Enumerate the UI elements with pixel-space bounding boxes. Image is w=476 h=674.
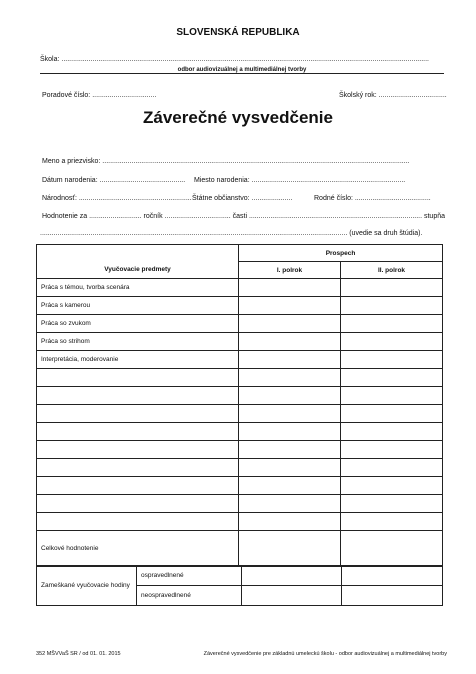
nationality-field: Národnosť: .......................................................... xyxy=(42,195,192,202)
table-row xyxy=(37,297,443,315)
grade-cell[interactable] xyxy=(239,513,341,531)
subject-name xyxy=(37,495,239,513)
table-row xyxy=(37,279,443,297)
grade-cell[interactable] xyxy=(239,477,341,495)
grade-cell[interactable] xyxy=(341,297,443,315)
unexcused-label: neospravedlnené xyxy=(137,586,242,606)
overall-label: Celkové hodnotenie xyxy=(37,531,239,567)
table-row xyxy=(37,351,443,369)
excused-label: ospravedlnené xyxy=(137,566,242,586)
study-type-field: .............................................................................................................................................................. (uvedie sa druh štúdia). xyxy=(40,230,423,237)
order-number-field: Poradové číslo: ................................. xyxy=(42,92,157,99)
prospech-header: Prospech xyxy=(239,245,443,262)
grade-cell[interactable] xyxy=(239,405,341,423)
subject-name: Interpretácia, moderovanie xyxy=(37,351,239,369)
grade-cell[interactable] xyxy=(239,351,341,369)
subject-name xyxy=(37,459,239,477)
grade-cell[interactable] xyxy=(239,387,341,405)
department-divider xyxy=(40,73,444,74)
subject-name xyxy=(37,477,239,495)
grade-cell[interactable] xyxy=(341,405,443,423)
table-row xyxy=(37,513,443,531)
grade-cell[interactable] xyxy=(239,423,341,441)
overall-row xyxy=(37,531,443,567)
grade-cell[interactable] xyxy=(341,279,443,297)
subject-name: Práca so strihom xyxy=(37,333,239,351)
grade-cell[interactable] xyxy=(341,513,443,531)
grades-table xyxy=(36,244,443,567)
table-row xyxy=(37,477,443,495)
second-half-header: II. polrok xyxy=(341,262,443,279)
table-row xyxy=(37,333,443,351)
document-title: Záverečné vysvedčenie xyxy=(143,108,333,127)
grade-cell[interactable] xyxy=(239,441,341,459)
subject-name: Práca so zvukom xyxy=(37,315,239,333)
republic-heading: SLOVENSKÁ REPUBLIKA xyxy=(176,27,300,38)
subject-name xyxy=(37,369,239,387)
table-row xyxy=(37,405,443,423)
name-field: Meno a priezvisko: .............................................................................................................................................................. xyxy=(42,158,410,165)
subject-name xyxy=(37,423,239,441)
absence-table xyxy=(36,565,443,606)
grade-cell[interactable] xyxy=(341,531,443,567)
birth-date-field: Dátum narodenia: ............................................ xyxy=(42,177,186,184)
absence-cell[interactable] xyxy=(242,586,342,606)
grade-cell[interactable] xyxy=(341,441,443,459)
absence-cell[interactable] xyxy=(342,566,443,586)
subject-name xyxy=(37,441,239,459)
grade-cell[interactable] xyxy=(341,477,443,495)
subject-name: Práca s témou, tvorba scenára xyxy=(37,279,239,297)
grade-cell[interactable] xyxy=(341,387,443,405)
grade-cell[interactable] xyxy=(341,423,443,441)
absence-cell[interactable] xyxy=(242,566,342,586)
grade-cell[interactable] xyxy=(341,351,443,369)
grade-cell[interactable] xyxy=(239,333,341,351)
citizenship-field: Štátne občianstvo: ..................... xyxy=(192,195,293,202)
grade-cell[interactable] xyxy=(341,333,443,351)
subjects-header-top xyxy=(37,245,239,262)
first-half-header: I. polrok xyxy=(239,262,341,279)
table-row xyxy=(37,495,443,513)
table-row xyxy=(37,369,443,387)
table-row xyxy=(37,387,443,405)
absence-cell[interactable] xyxy=(342,586,443,606)
grade-cell[interactable] xyxy=(239,369,341,387)
subject-name xyxy=(37,387,239,405)
grade-cell[interactable] xyxy=(341,315,443,333)
grade-cell[interactable] xyxy=(239,297,341,315)
birth-place-field: Miesto narodenia: ............................................................................... xyxy=(194,177,406,184)
grade-cell[interactable] xyxy=(239,531,341,567)
subject-name: Práca s kamerou xyxy=(37,297,239,315)
grade-cell[interactable] xyxy=(239,459,341,477)
subject-name xyxy=(37,513,239,531)
subjects-header: Vyučovacie predmety xyxy=(37,262,239,279)
grade-cell[interactable] xyxy=(341,459,443,477)
absence-label: Zameškané vyučovacie hodiny xyxy=(37,566,137,606)
birth-number-field: Rodné číslo: ....................................... xyxy=(314,195,431,202)
table-row xyxy=(37,423,443,441)
grade-cell[interactable] xyxy=(239,279,341,297)
subject-name xyxy=(37,405,239,423)
grade-cell[interactable] xyxy=(341,369,443,387)
table-row xyxy=(37,441,443,459)
school-year-field: Školský rok: ................................... xyxy=(339,92,447,99)
table-row xyxy=(37,459,443,477)
grade-cell[interactable] xyxy=(341,495,443,513)
department-label: odbor audiovizuálnej a multimediálnej tvorby xyxy=(177,67,307,73)
evaluation-field: Hodnotenie za ........................... ročník .................................. časti ......................................................................................... stupňa xyxy=(42,213,446,220)
grade-cell[interactable] xyxy=(239,315,341,333)
form-code: 352 MŠVVaŠ SR / od 01. 01. 2015 xyxy=(36,651,121,657)
school-field: Škola: ............................................................................................................................................................................................. xyxy=(40,56,429,63)
grade-cell[interactable] xyxy=(239,495,341,513)
form-description: Záverečné vysvedčenie pre základnú umeleckú školu - odbor audiovizuálnej a multimediálnej tvorby xyxy=(203,651,447,657)
table-row xyxy=(37,315,443,333)
